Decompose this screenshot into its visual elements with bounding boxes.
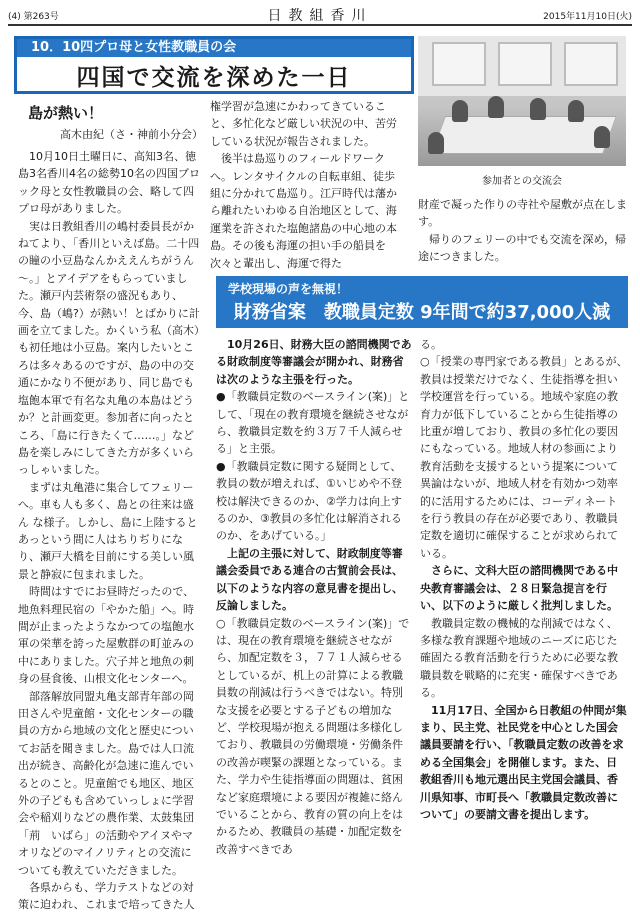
paragraph: さらに、文科大臣の諮問機関である中央教育審議会は、２８日緊急提言を行い、以下のように厳しく批判しました。 (420, 564, 618, 613)
photo-caption: 参加者との交流会 (482, 176, 562, 187)
paragraph: ●「教職員定数のベースライン(案)」として、「現在の教育環境を継続させながら、教職員定数を約３万７千人減らせる」と主張。 (216, 390, 410, 456)
paragraph: ●「教職員定数に関する疑問として、教員の数が増えれば、①いじめや不登校は解決できるのか、②学力は向上するのか、③教員の多忙化は解消されるのか、をあげている。」 (216, 459, 402, 543)
paragraph: ○「教職員定数のベースライン(案)」では、現在の教育環境を継続させながら、加配定数を３，７７１人減らせるとしているが、机上の計算による教職員数の削減は行うべきではない。特別な支援を必要とする子どもの増加など、学校現場が抱える問題は多様化しており、教職員の労働環境・労働条件の改善が喫緊の課題となっている。また、学力や生徒指導面の問題は、貧困など家庭環境による要因が複雑に絡んでいることから、教育の質の向上をはかるため、教職員の基礎・加配定数を改善すべきであ (216, 616, 410, 856)
paragraph: る。 (420, 338, 442, 351)
article2-headline: 財務省案 教職員定数 9年間で約37,000人減 (233, 302, 611, 323)
article1-column-2 (210, 98, 404, 272)
paragraph: 後半は島巡りのフィールドワークへ。レンタサイクルの自転車組、徒歩組に分かれて島巡り。江戸時代は藩から離れたいわゆる自治地区として、海運業を許された塩飽諸島の中心地の本島。その後も海運の担い手の船員を次々と輩出し、海運で得た (210, 152, 397, 270)
newspaper-title: 日教組香川 (267, 8, 373, 24)
paragraph: 10月26日、財務大臣の諮問機関である財政制度等審議会が開かれ、財務省は次のような主張を行った。 (216, 338, 412, 386)
paragraph: 部落解放同盟丸亀支部青年部の岡田さんや児童館・文化センターの職員の方から地域の文化と歴史についてお話を聞きました。島では人口流出が続き、高齢化が急速に進んでいるとのこと。児童館でも地区、地区外の子どもも含めていっしょに学習会や稲刈りなどの農作業、太鼓集団「荊 いばら」の活動やアイヌやマオリなどのマイノリティとの交流についても教えていただきました。 (18, 689, 194, 877)
article2-column-2 (420, 336, 628, 823)
paragraph: 帰りのフェリーの中でも交流を深め，帰途につきました。 (418, 232, 627, 264)
paragraph: ○「授業の専門家である教員」とあるが、教員は授業だけでなく、生徒指導を担い学校運営を行っている。地域や家庭の教育力が低下していることから生徒指導の比重が増しており、教員の多忙化の要因にもなっている。地域人材の参画により教育活動を支援するという提案について異論はないが、地域人材を有効かつ効率的に活用するためには、コーディネートを行う教員の存在が必要であり、教職員定数を適切に確保することが求められている。 (420, 355, 628, 560)
paragraph: 財産で凝った作りの寺社や屋敷が点在します。 (418, 198, 627, 229)
article1-subtitle: 10．10四プロ母と女性教職員の会 (17, 39, 411, 57)
article1-column-1 (18, 148, 200, 914)
article2-subtitle: 学校現場の声を無視！ (228, 282, 349, 296)
paragraph: 実は日教組香川の嶋村委員長がかねてより、「香川といえば島。二十四の瞳の小豆島なんかええんちがうん～。」とアイデアをもらっていました。瀬戸内芸術祭の盛況もあり、今、島（嶋?）が熱い！とばかりに計画を立てました。かくいう私（高木）も初任地は小豆島。案内したいところは多々あるのですが、島の中の交通にかなり不便があり、同じ島でも塩飽本軍で有名な丸亀の本島はどうか？と計画変更。参加者に向ったところ、「島に行きたくて……。」など島を楽しみにしてきた方が多くいらっしゃいました。 (18, 219, 200, 477)
issue-number: (4) 第263号 (8, 12, 59, 22)
issue-date: 2015年11月10日(火) (543, 12, 632, 22)
paragraph: 各県からも、学力テストなどの対策に迫われ、これまで培ってきた人 (18, 881, 195, 912)
article1-headline: 四国で交流を深めた一日 (76, 65, 352, 91)
paragraph: 10月10日土曜日に、高知3名、徳島3名香川4名の総勢10名の四国ブロック母と女性教職員の会、略して四プロ母がありました。 (18, 150, 200, 216)
paragraph: まずは丸亀港に集合してフェリーへ。車も人も多く、島との往来は盛ん な様子。しかし、島に上陸するとあっという間に人はちりぢりになり、瀬戸大橋を目前にする美しい風景と静寂に包まれました。 (18, 480, 198, 581)
paragraph: 11月17日、全国から日教組の仲間が集まり、民主党、社民党を中心とした国会議員要請を行い、「教職員定数の改善を求める全国集会」を開催します。また、日教組香川も地元選出民主党国会議員、香川県知事、市町長へ「教職員定数改善について」の要請文書を提出します。 (420, 703, 627, 821)
paragraph: 権学習が急速にかわってきていること、多忙化など厳しい状況の中、苦労している状況が報告されました。 (210, 100, 397, 148)
article1-author: 高木由紀（さ・神前小分会） (60, 128, 203, 141)
article2-column-1 (216, 336, 412, 858)
paragraph: 上記の主張に対して、財政制度等審議会委員である連合の古賀前会長は、以下のような内容の意見書を提出し、反論しました。 (216, 546, 403, 613)
article1-lede: 島が熱い！ (28, 104, 104, 122)
paragraph: 教職員定数の機械的な削減ではなく、多様な教育課題や地域のニーズに応じた確固たる教育活動を行うために必要な教職員数を戦略的に充実・確保すべきである。 (420, 616, 618, 700)
article1-column-3 (418, 196, 628, 266)
page-header (8, 6, 632, 24)
header-divider (8, 24, 632, 26)
paragraph: 時間はすでにお昼時だったので、地魚料理民宿の「やかた船」へ。時間が止まったようなかつての塩飽水軍の栄華を誇った屋敷群の町並みの中にありました。穴子丼と地魚の刺身の昼食後、山根文化センターへ。 (18, 585, 195, 686)
meeting-photo (418, 36, 626, 166)
article2-banner (216, 276, 628, 328)
article1-banner (14, 36, 414, 94)
